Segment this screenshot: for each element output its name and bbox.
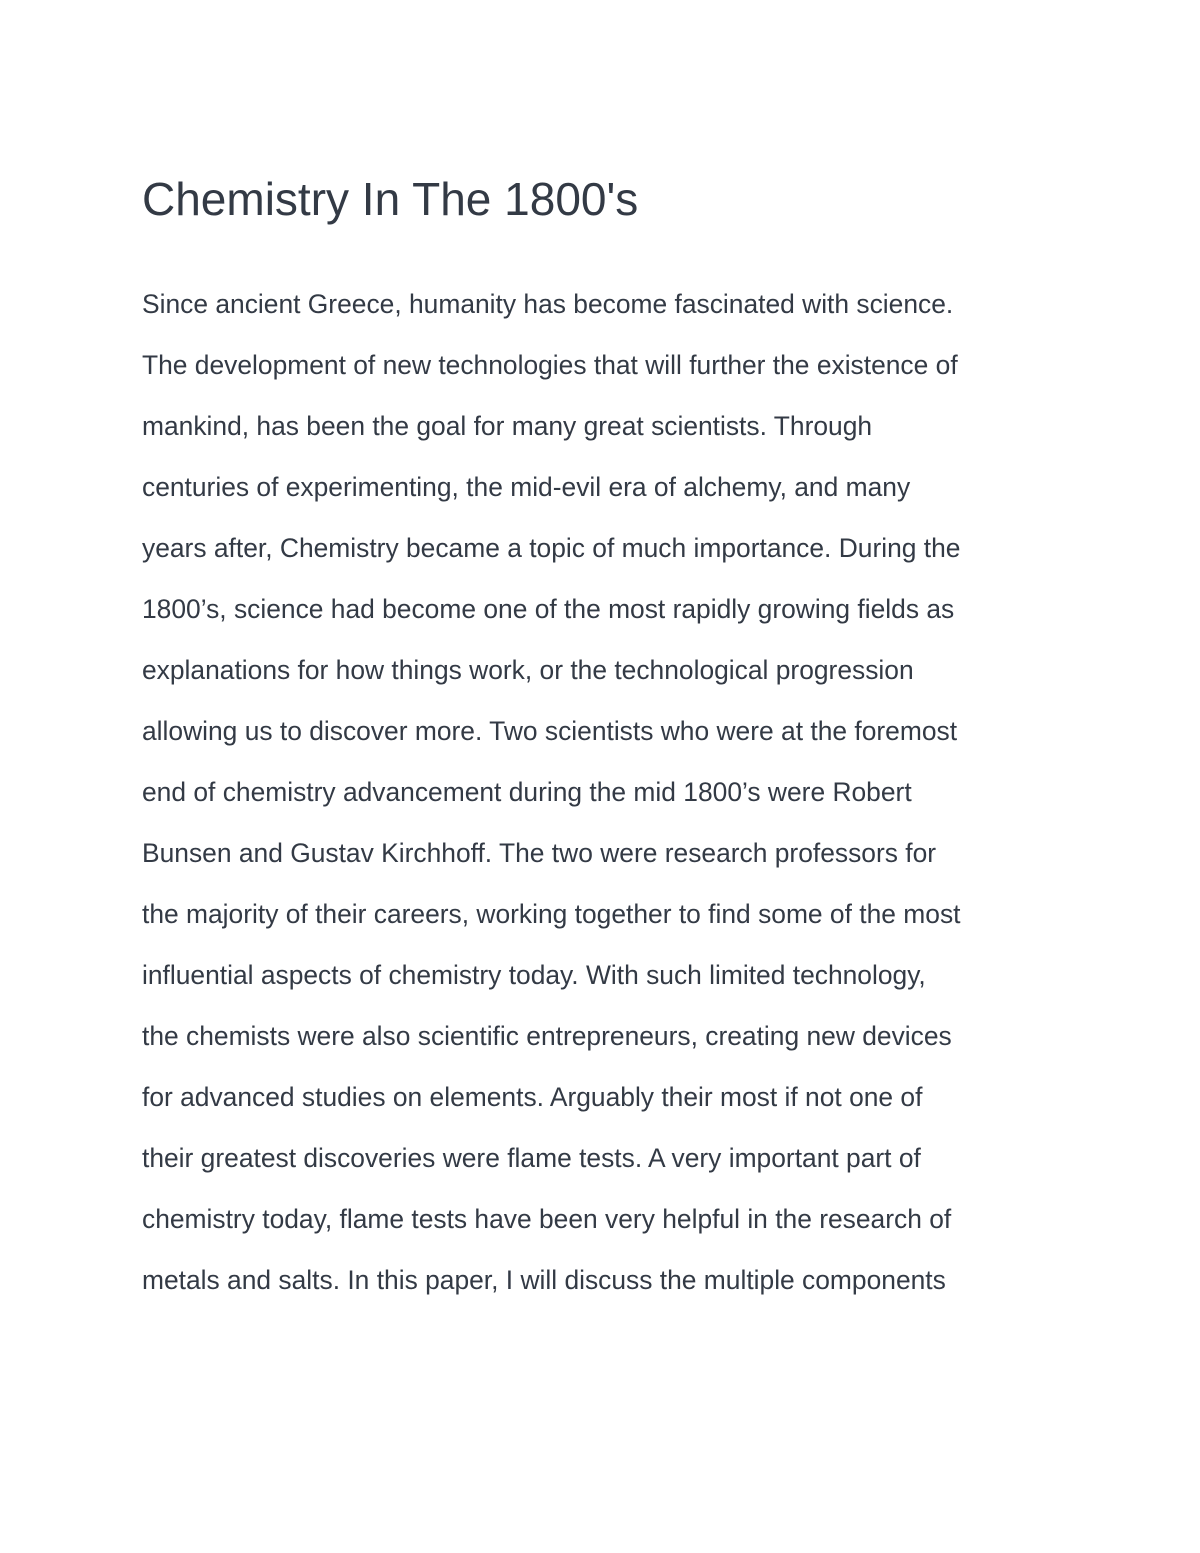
- body-line: chemistry today, flame tests have been very helpful in the research of: [142, 1204, 952, 1234]
- body-line: years after, Chemistry became a topic of much importance. During the: [142, 533, 961, 563]
- body-line: the majority of their careers, working together to find some of the most: [142, 899, 961, 929]
- body-line: allowing us to discover more. Two scientists who were at the foremost: [142, 716, 958, 746]
- body-line: influential aspects of chemistry today. With such limited technology,: [142, 960, 926, 990]
- body-line: 1800’s, science had become one of the most rapidly growing fields as: [142, 594, 955, 624]
- body-line: mankind, has been the goal for many great scientists. Through: [142, 411, 873, 441]
- body-line: metals and salts. In this paper, I will discuss the multiple components: [142, 1265, 946, 1295]
- body-line: explanations for how things work, or the technological progression: [142, 655, 914, 685]
- document-title: Chemistry In The 1800's: [142, 173, 639, 225]
- body-line: end of chemistry advancement during the mid 1800’s were Robert: [142, 777, 912, 807]
- body-line: the chemists were also scientific entrepreneurs, creating new devices: [142, 1021, 952, 1051]
- body-line: centuries of experimenting, the mid-evil era of alchemy, and many: [142, 472, 911, 502]
- body-line: The development of new technologies that will further the existence of: [142, 350, 958, 380]
- document-body: [142, 274, 1102, 1311]
- body-line: their greatest discoveries were flame tests. A very important part of: [142, 1143, 921, 1173]
- body-line: for advanced studies on elements. Arguably their most if not one of: [142, 1082, 923, 1112]
- body-line: Since ancient Greece, humanity has become fascinated with science.: [142, 289, 954, 319]
- body-line: Bunsen and Gustav Kirchhoff. The two were research professors for: [142, 838, 937, 868]
